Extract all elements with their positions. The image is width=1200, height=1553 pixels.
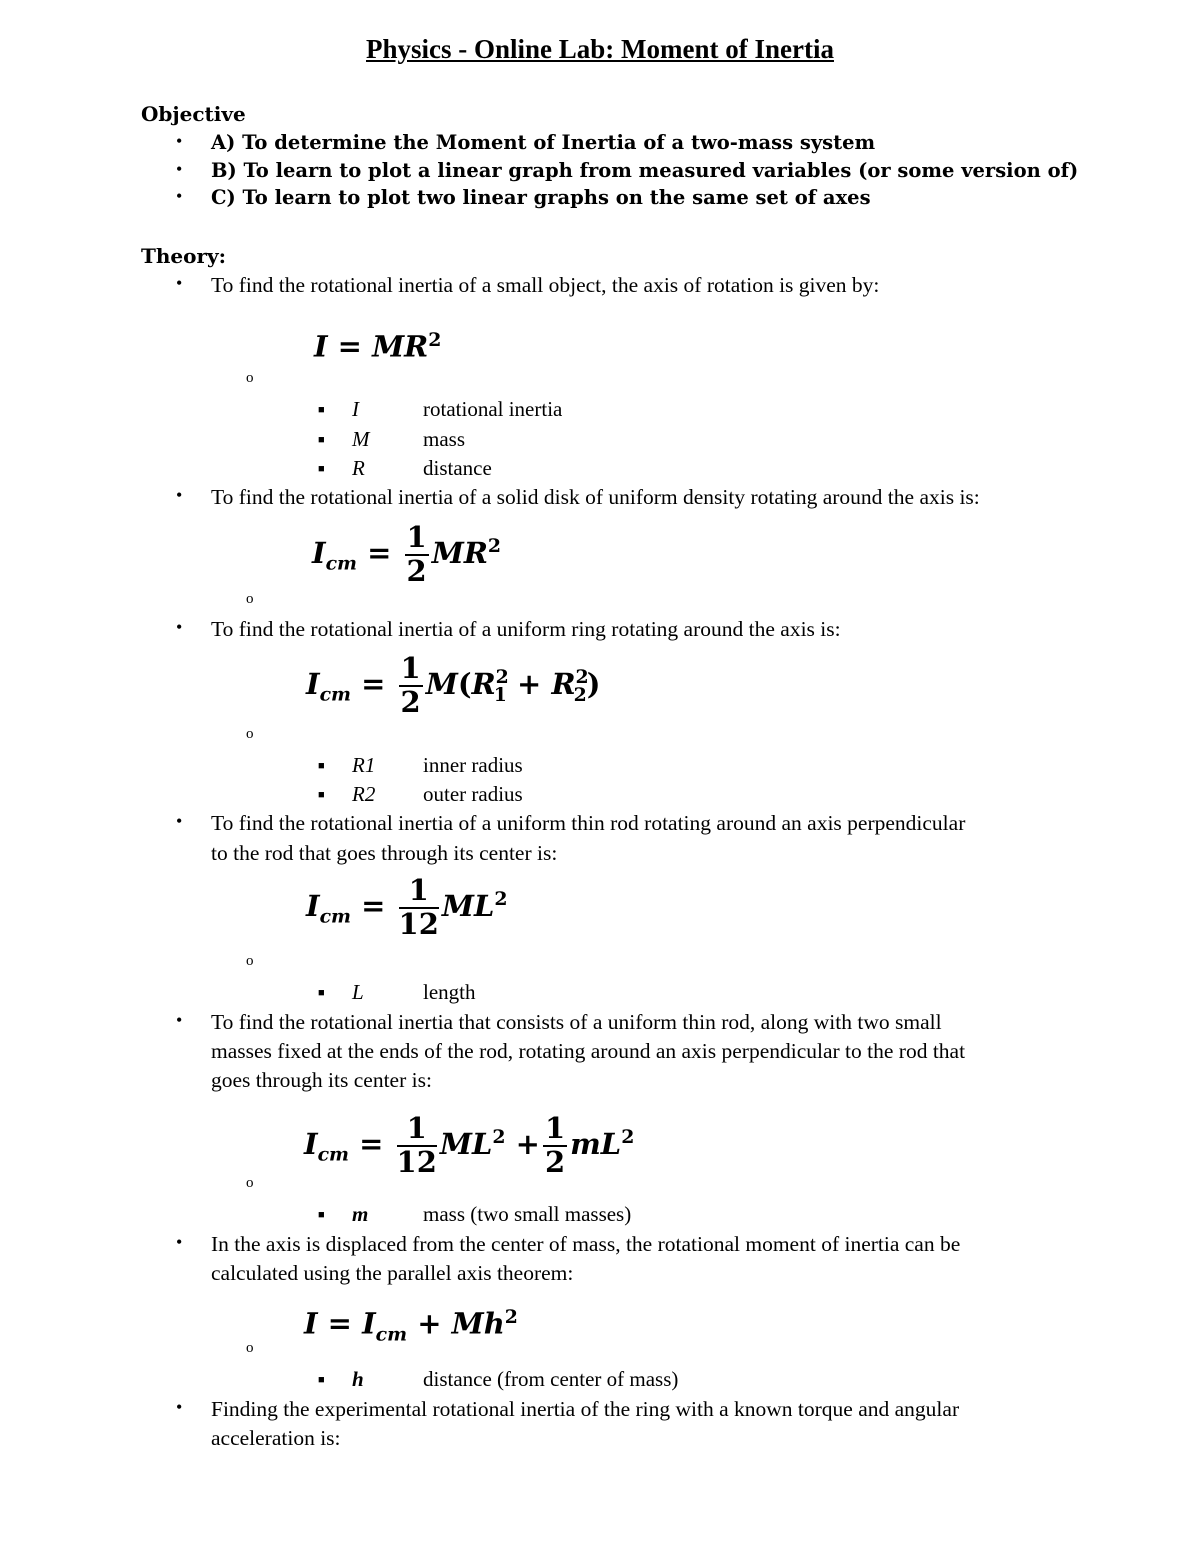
- variable-symbol: I: [352, 397, 359, 421]
- variable-symbol: L: [352, 980, 364, 1004]
- page-title: Physics - Online Lab: Moment of Inertia: [366, 34, 834, 64]
- sub-bullet-icon: o: [246, 1340, 254, 1356]
- sub-bullet-icon: o: [246, 370, 254, 386]
- equation-rod-masses: $I_{cm}$ = $\frac{1}{12}$ $ML^2$ + $\frac{1}{2}$ $mL^2$: [304, 1111, 635, 1179]
- square-bullet-icon: ■: [318, 404, 325, 416]
- rod-masses-text-line3: goes through its center is:: [211, 1068, 432, 1092]
- square-bullet-icon: ■: [318, 760, 325, 772]
- parallel-axis-text-line1: In the axis is displaced from the center of mass, the rotational moment of inertia can be: [211, 1232, 961, 1256]
- bullet-icon: •: [176, 617, 183, 637]
- rod-masses-text-line1: To find the rotational inertia that consists of a uniform thin rod, along with two small: [211, 1010, 942, 1034]
- equation-point-mass: $I = MR^2$: [314, 329, 442, 364]
- equation-disk: $I_{cm}$ = $\frac{1}{2}$ $MR^2$: [312, 520, 502, 588]
- equation-ring: $I_{cm}$ = $\frac{1}{2}$ $M(R^2_1 + R^2_2)$: [306, 651, 601, 719]
- variable-description: inner radius: [423, 753, 523, 777]
- point-mass-text: To find the rotational inertia of a small object, the axis of rotation is given by:: [211, 273, 880, 297]
- objective-item: C) To learn to plot two linear graphs on the same set of axes: [211, 186, 871, 209]
- variable-description: mass: [423, 427, 465, 451]
- variable-symbol: h: [352, 1367, 364, 1391]
- variable-description: rotational inertia: [423, 397, 563, 421]
- bullet-icon: •: [176, 811, 183, 831]
- sub-bullet-icon: o: [246, 591, 254, 607]
- square-bullet-icon: ■: [318, 434, 325, 446]
- variable-description: distance: [423, 456, 492, 480]
- bullet-icon: •: [176, 1397, 183, 1417]
- rod-masses-text-line2: masses fixed at the ends of the rod, rotating around an axis perpendicular to the rod that: [211, 1039, 966, 1063]
- square-bullet-icon: ■: [318, 463, 325, 475]
- variable-symbol: R: [352, 456, 365, 480]
- parallel-axis-text-line2: calculated using the parallel axis theorem:: [211, 1261, 574, 1285]
- square-bullet-icon: ■: [318, 987, 325, 999]
- variable-description: mass (two small masses): [423, 1202, 632, 1226]
- variable-description: distance (from center of mass): [423, 1367, 679, 1391]
- equation-parallel-axis: $I = I_{cm} + Mh^2$: [304, 1306, 518, 1346]
- bullet-icon: •: [176, 1232, 183, 1252]
- bullet-icon: •: [176, 186, 183, 206]
- square-bullet-icon: ■: [318, 1209, 325, 1221]
- objective-item: B) To learn to plot a linear graph from measured variables (or some version of): [211, 159, 1079, 182]
- sub-bullet-icon: o: [246, 726, 254, 742]
- objective-item: A) To determine the Moment of Inertia of a two-mass system: [211, 131, 876, 154]
- experimental-text-line1: Finding the experimental rotational inertia of the ring with a known torque and angular: [211, 1397, 960, 1421]
- variable-description: length: [423, 980, 476, 1004]
- variable-symbol: m: [352, 1202, 369, 1226]
- equation-rod: $I_{cm}$ = $\frac{1}{12}$ $ML^2$: [306, 873, 508, 941]
- bullet-icon: •: [176, 131, 183, 151]
- disk-text: To find the rotational inertia of a solid disk of uniform density rotating around the axis is:: [211, 485, 980, 509]
- variable-description: outer radius: [423, 782, 523, 806]
- variable-symbol: M: [352, 427, 370, 451]
- rod-text-line1: To find the rotational inertia of a uniform thin rod rotating around an axis perpendicular: [211, 811, 966, 835]
- square-bullet-icon: ■: [318, 1374, 325, 1386]
- variable-symbol: R1: [352, 753, 376, 777]
- bullet-icon: •: [176, 273, 183, 293]
- variable-symbol: R2: [352, 782, 376, 806]
- rod-text-line2: to the rod that goes through its center is:: [211, 841, 558, 865]
- objective-heading: Objective: [141, 102, 246, 126]
- bullet-icon: •: [176, 485, 183, 505]
- bullet-icon: •: [176, 159, 183, 179]
- sub-bullet-icon: o: [246, 1175, 254, 1191]
- square-bullet-icon: ■: [318, 789, 325, 801]
- bullet-icon: •: [176, 1010, 183, 1030]
- sub-bullet-icon: o: [246, 953, 254, 969]
- ring-text: To find the rotational inertia of a uniform ring rotating around the axis is:: [211, 617, 841, 641]
- theory-heading: Theory:: [141, 244, 227, 268]
- experimental-text-line2: acceleration is:: [211, 1426, 341, 1450]
